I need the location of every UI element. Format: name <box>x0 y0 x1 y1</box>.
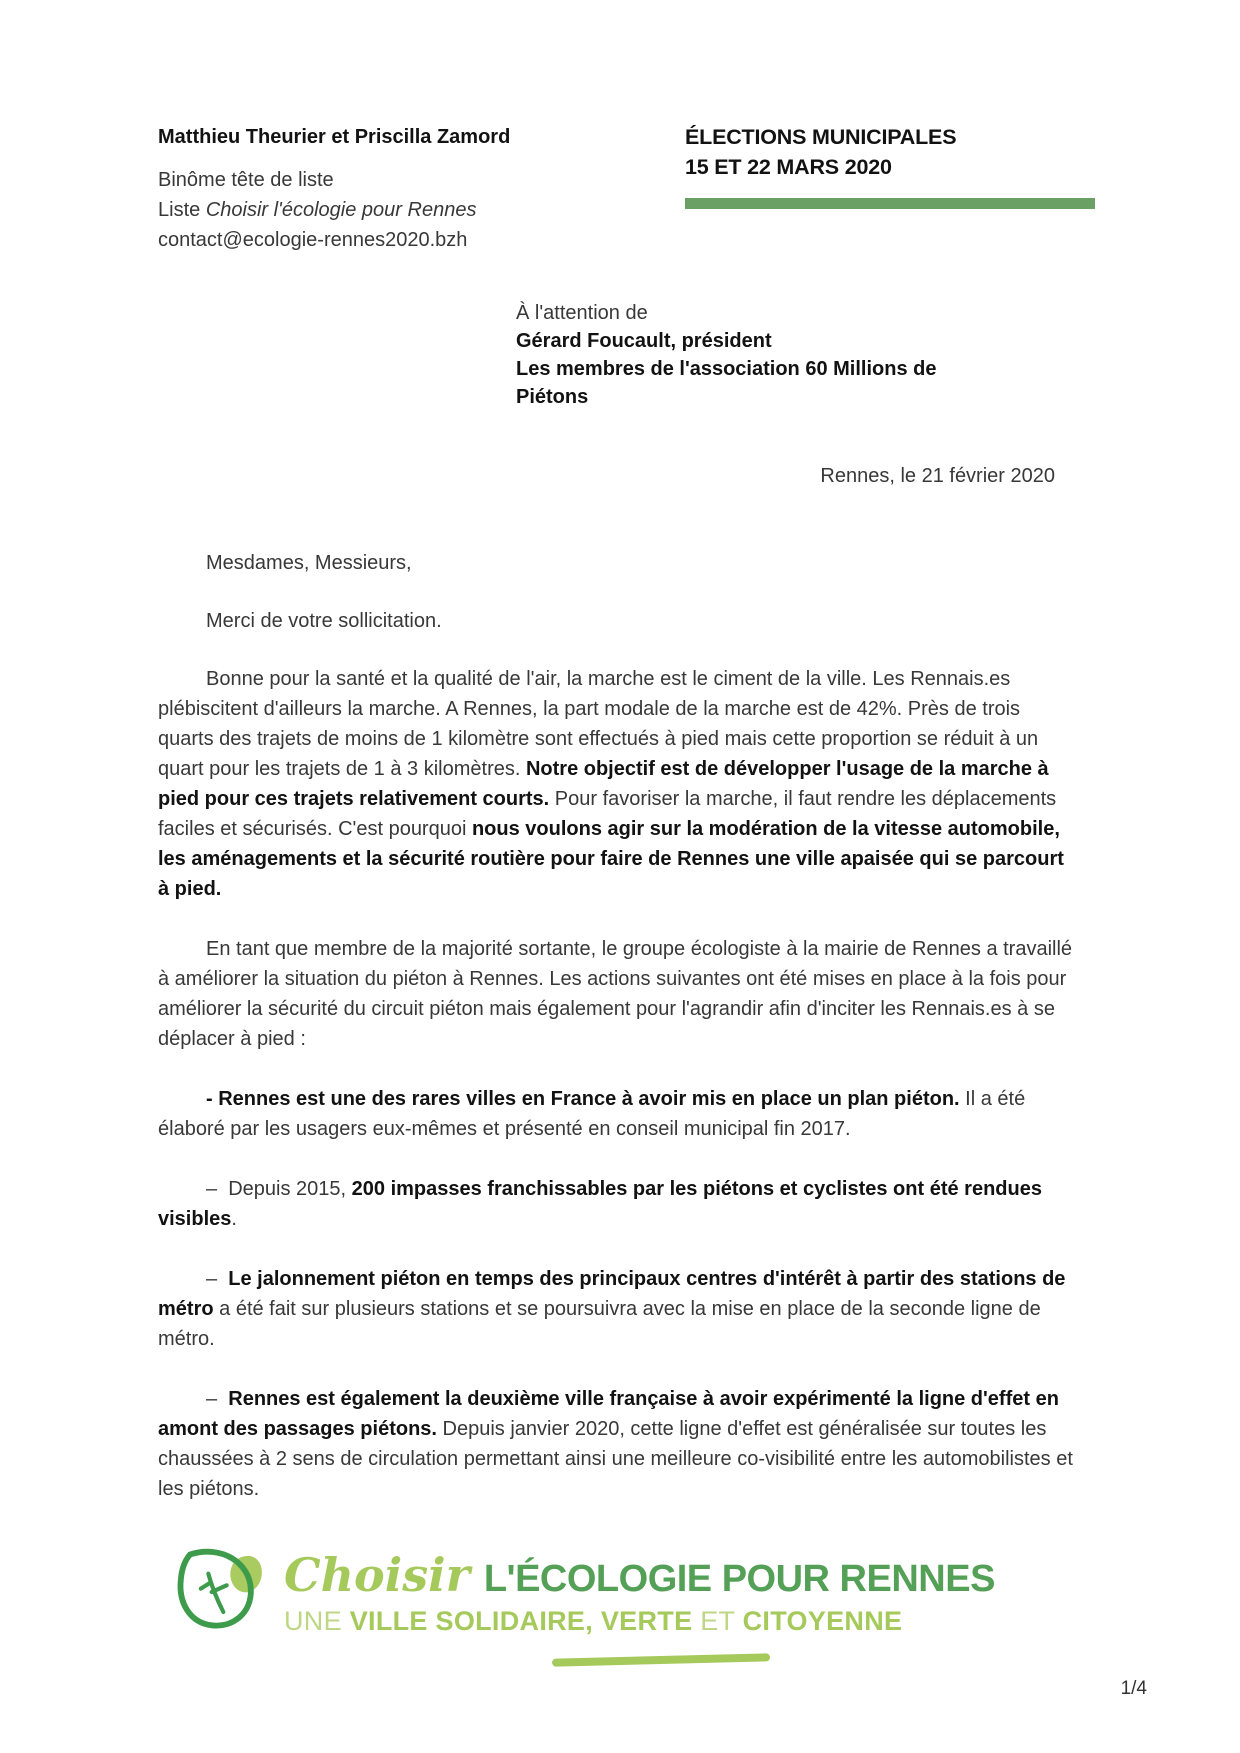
logo-script-word: Choisir <box>284 1548 470 1602</box>
page-number: 1/4 <box>1120 1678 1147 1699</box>
logo-row-main <box>284 1548 995 1602</box>
leaf-icon <box>170 1544 270 1640</box>
campaign-logo <box>158 1544 1095 1640</box>
logo-tagline: UNE VILLE SOLIDAIRE, VERTE ET CITOYENNE <box>284 1606 903 1636</box>
sender-role: Binôme tête de liste <box>158 169 334 191</box>
salutation: Mesdames, Messieurs, <box>206 552 412 574</box>
attention-line: À l'attention de <box>516 302 648 324</box>
sender-email: contact@ecologie-rennes2020.bzh <box>158 229 468 251</box>
thanks-line: Merci de votre sollicitation. <box>206 610 442 632</box>
bullet-ligne-effet: – Rennes est également la deuxième ville française à avoir expérimenté la ligne d'effet en amont des passages piétons. Depuis janvier 2020, cette ligne d'effet est généralisée sur toutes les chaussées à 2 sens de circulation permettant ainsi une meilleure co-visibilité entre les automobilistes et les piétons. <box>158 1388 1073 1500</box>
paragraph-walking: Bonne pour la santé et la qualité de l'air, la marche est le ciment de la ville. Les Rennais.es plébiscitent d'ailleurs la marche. A Rennes, la part modale de la marche est de 42%. Près de trois quarts des trajets de moins de 1 kilomètre sont effectués à pied mais cette proportion se réduit à un quart pour les trajets de 1 à 3 kilomètres. Notre objectif est de développer l'usage de la marche à pied pour ces trajets relativement courts. Pour favoriser la marche, il faut rendre les déplacements faciles et sécurisés. C'est pourquoi nous voulons agir sur la modération de la vitesse automobile, les aménagements et la sécurité routière pour faire de Rennes une ville apaisée qui se parcourt à pied. <box>158 668 1064 900</box>
logo-title: L'ÉCOLOGIE POUR RENNES <box>483 1558 995 1600</box>
date-line: Rennes, le 21 février 2020 <box>820 465 1055 487</box>
election-title: ÉLECTIONS MUNICIPALES <box>685 125 957 149</box>
sender-list-name: Liste Choisir l'écologie pour Rennes <box>158 199 477 221</box>
paragraph-majority: En tant que membre de la majorité sortante, le groupe écologiste à la mairie de Rennes a travaillé à améliorer la situation du piéton à Rennes. Les actions suivantes ont été mises en place à la fois pour améliorer la sécurité du circuit piéton mais également pour l'agrandir afin d'inciter les Rennais.es à se déplacer à pied : <box>158 938 1073 1050</box>
sender-block <box>158 122 510 255</box>
bullet-impasses: – Depuis 2015, 200 impasses franchissables par les piétons et cyclistes ont été rendues visibles. <box>158 1178 1042 1230</box>
letterhead <box>158 122 1095 255</box>
sender-name: Matthieu Theurier et Priscilla Zamord <box>158 126 511 148</box>
logo-underline-stroke <box>552 1653 770 1666</box>
election-banner <box>685 122 1095 209</box>
logo-text-block <box>284 1544 995 1637</box>
bullet-plan-pieton: - Rennes est une des rares villes en France à avoir mis en place un plan piéton. Il a été élaboré par les usagers eux-mêmes et présenté en conseil municipal fin 2017. <box>158 1088 1026 1140</box>
election-dates: 15 ET 22 MARS 2020 <box>685 155 892 179</box>
bullet-jalonnement: – Le jalonnement piéton en temps des principaux centres d'intérêt à partir des stations de métro a été fait sur plusieurs stations et se poursuivra avec la mise en place de la seconde ligne de métro. <box>158 1268 1066 1350</box>
recipient-name: Gérard Foucault, président <box>516 330 772 352</box>
recipient-block <box>516 299 960 411</box>
recipient-org: Les membres de l'association 60 Millions de Piétons <box>516 358 937 408</box>
election-green-bar <box>685 198 1095 209</box>
